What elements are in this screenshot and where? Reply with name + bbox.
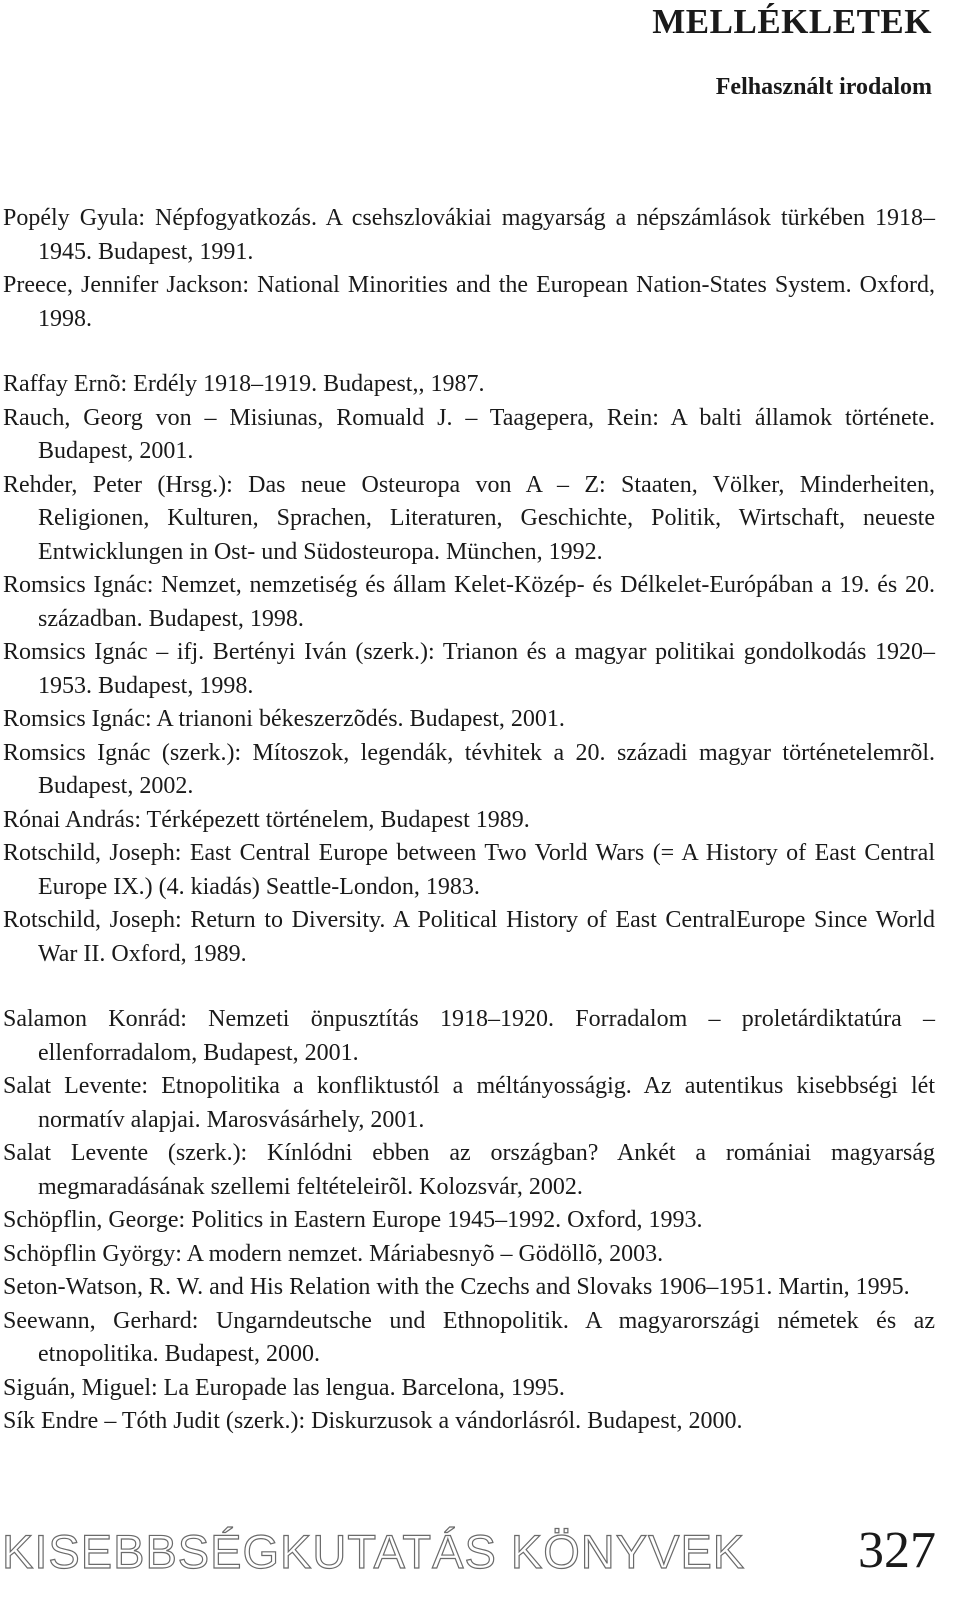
bibliography-entry: Sík Endre – Tóth Judit (szerk.): Diskurzusok a vándorlásról. Budapest, 2000. [3,1408,743,1434]
bibliography-entry: Romsics Ignác: A trianoni békeszerzõdés. Budapest, 2001. [3,706,565,732]
bibliography-entry: Romsics Ignác: Nemzet, nemzetiség és állam Kelet-Közép- és Délkelet-Európában a 19. és 20. században. Budapest, 1998. [3,572,935,632]
bibliography-entry: Romsics Ignác (szerk.): Mítoszok, legendák, tévhitek a 20. századi magyar történetelemrõl. Budapest, 2002. [3,739,935,799]
bibliography-entry: Rotschild, Joseph: East Central Europe between Two Vorld Wars (= A History of East Central Europe IX.) (4. kiadás) Seattle-London, 1983. [3,840,935,900]
bibliography-entry: Popély Gyula: Népfogyatkozás. A csehszlovákiai magyarság a népszámlások türkében 1918–1945. Budapest, 1991. [3,205,935,265]
bibliography-entry: Schöpflin György: A modern nemzet. Máriabesnyõ – Gödöllõ, 2003. [3,1240,664,1267]
bibliography-entry: Schöpflin, George: Politics in Eastern Europe 1945–1992. Oxford, 1993. [3,1207,703,1233]
series-title: KISEBBSÉGKUTATÁS KÖNYVEK [2,1525,746,1578]
bibliography-entry: Raffay Ernõ: Erdély 1918–1919. Budapest,, 1987. [3,371,485,397]
bibliography-entry: Salat Levente (szerk.): Kínlódni ebben az országban? Ankét a romániai magyarság megmaradásának szellemi feltételeirõl. Kolozsvár, 2002. [3,1140,935,1200]
bibliography-entry: Salat Levente: Etnopolitika a konfliktustól a méltányosságig. Az autentikus kisebbségi lét normatív alapjai. Marosvásárhely, 2001. [3,1073,935,1133]
bibliography-entry: Romsics Ignác – ifj. Bertényi Iván (szerk.): Trianon és a magyar politikai gondolkodás 1920–1953. Budapest, 1998. [3,639,935,699]
bibliography-entry: Rónai András: Térképezett történelem, Budapest 1989. [3,806,530,833]
section-title: Felhasznált irodalom [715,74,932,100]
page-number: 327 [858,1522,936,1579]
bibliography-entry: Rotschild, Joseph: Return to Diversity. A Political History of East CentralEurope Since World War II. Oxford, 1989. [3,907,935,967]
bibliography-entry: Seton-Watson, R. W. and His Relation with the Czechs and Slovaks 1906–1951. Martin, 1995. [3,1274,910,1300]
bibliography-entry: Siguán, Miguel: La Europade las lengua. Barcelona, 1995. [3,1374,565,1401]
bibliography-entry: Seewann, Gerhard: Ungarndeutsche und Ethnopolitik. A magyarországi németek és az etnopolitika. Budapest, 2000. [3,1307,935,1367]
bibliography-list [3,202,935,1439]
bibliography-entry: Rauch, Georg von – Misiunas, Romuald J. – Taagepera, Rein: A balti államok története. Budapest, 2001. [3,404,935,464]
running-title: MELLÉKLETEK [652,2,932,41]
bibliography-entry: Rehder, Peter (Hrsg.): Das neue Osteuropa von A – Z: Staaten, Völker, Minderheiten, Religionen, Kulturen, Sprachen, Literaturen, Geschichte, Politik, Wirtschaft, neueste Entwicklungen in Ost- und Südosteuropa. München, 1992. [3,471,935,565]
bibliography-entry: Preece, Jennifer Jackson: National Minorities and the European Nation-States System. Oxford, 1998. [3,272,935,332]
bibliography-entry: Salamon Konrád: Nemzeti önpusztítás 1918–1920. Forradalom – proletárdiktatúra – ellenforradalom, Budapest, 2001. [3,1006,935,1066]
